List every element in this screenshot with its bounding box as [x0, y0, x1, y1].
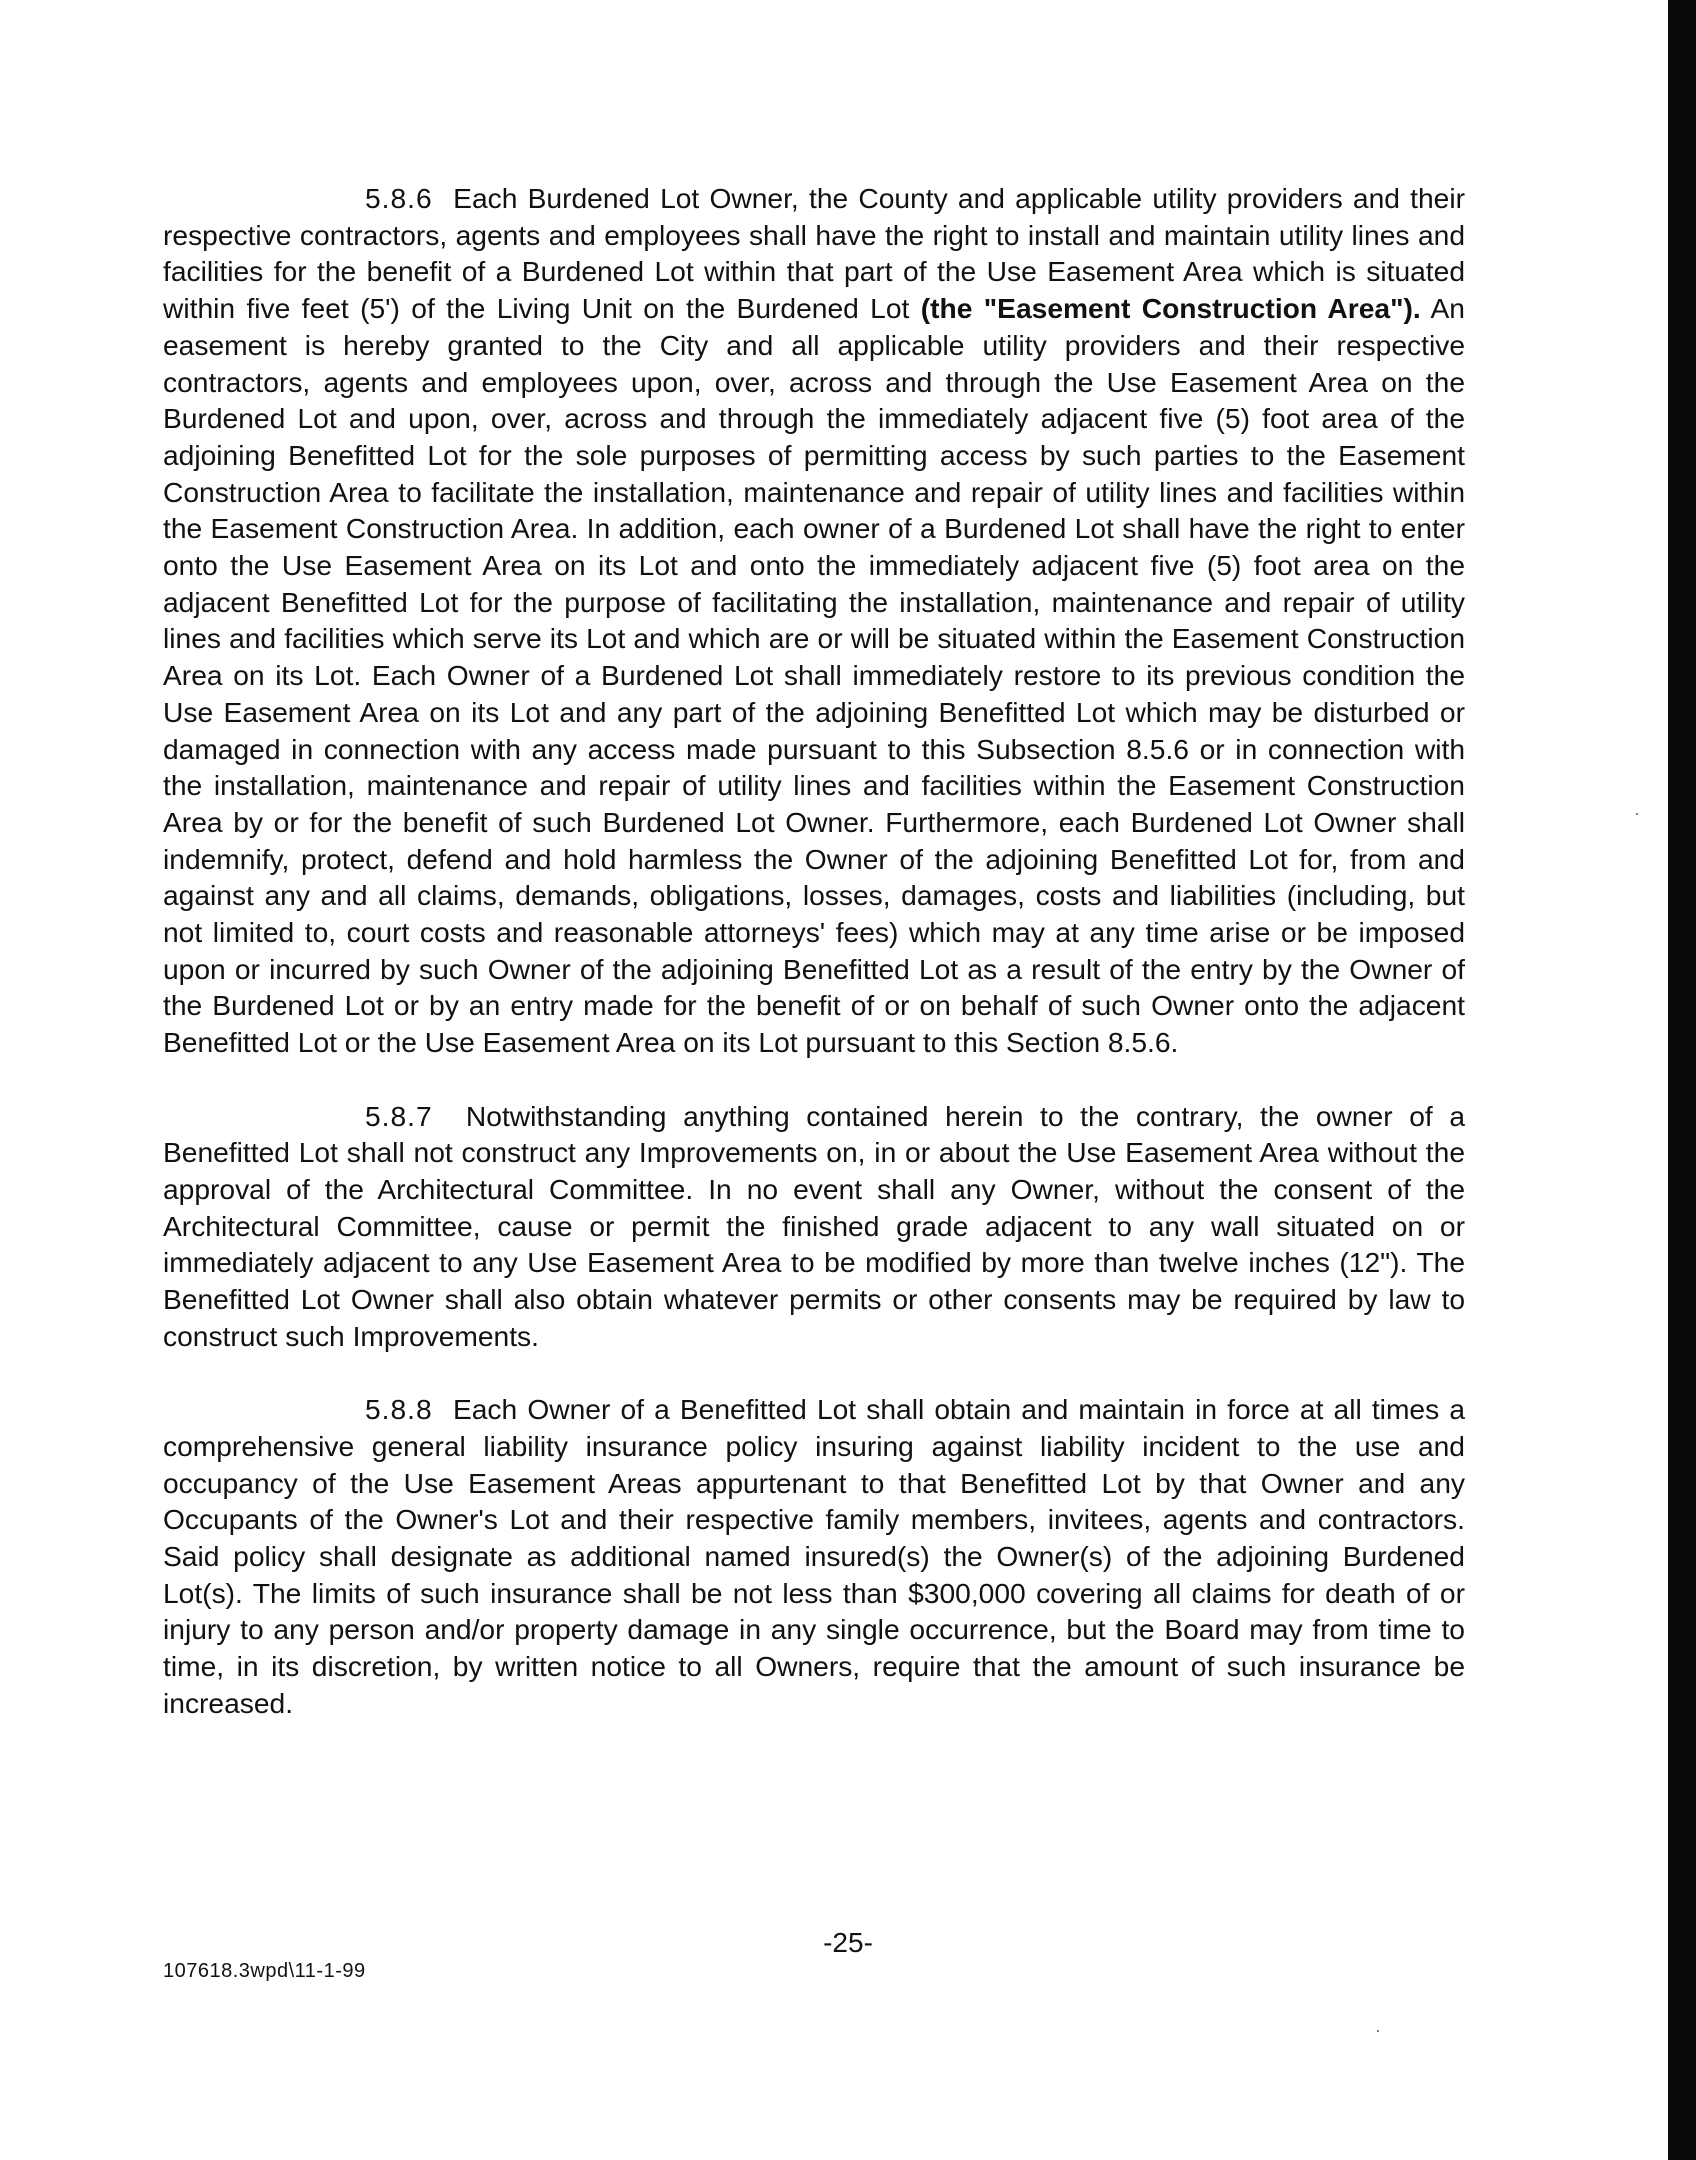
paragraph-5-8-6 — [163, 180, 1465, 1061]
document-body — [163, 180, 1465, 1722]
section-number: 5.8.8 — [365, 1393, 433, 1426]
paragraph-text: Notwithstanding anything contained herein to the contrary, the owner of a Benefitted Lot shall not construct any Improvements on, in or about the Use Easement Area without the approval of the Architectural Committee. In no event shall any Owner, without the consent of the Architectural Committee, cause or permit the finished grade adjacent to any wall situated on or immediately adjacent to any Use Easement Area to be modified by more than twelve inches (12"). The Benefitted Lot Owner shall also obtain whatever permits or other consents may be required by law to construct such Improvements. — [163, 1099, 1465, 1352]
scan-speck — [1636, 813, 1638, 815]
scan-speck — [1377, 2030, 1379, 2032]
section-number: 5.8.7 — [365, 1099, 433, 1132]
page-number: -25- — [823, 1927, 873, 1958]
paragraph-text: An easement is hereby granted to the City and all applicable utility providers and their respective contractors, agents and employees upon, over, across and through the Use Easement Area on the Burdened Lot and upon, over, across and through the immediately adjacent five (5) foot area of the adjoining Benefitted Lot for the sole purposes of permitting access by such parties to the Easement Construction Area to facilitate the installation, maintenance and repair of utility lines and facilities within the Easement Construction Area. In addition, each owner of a Burdened Lot shall have the right to enter onto the Use Easement Area on its Lot and onto the immediately adjacent five (5) foot area on the adjacent Benefitted Lot for the purpose of facilitating the installation, maintenance and repair of utility lines and facilities which serve its Lot and which are or will be situated within the Easement Construction Area on its Lot. Each Owner of a Burdened Lot shall immediately restore to its previous condition the Use Easement Area on its Lot and any part of the adjoining Benefitted Lot which may be disturbed or damaged in connection with any access made pursuant to this Subsection 8.5.6 or in connection with the installation, maintenance and repair of utility lines and facilities within the Easement Construction Area by or for the benefit of such Burdened Lot Owner. Furthermore, each Burdened Lot Owner shall indemnify, protect, defend and hold harmless the Owner of the adjoining Benefitted Lot for, from and against any and all claims, demands, obligations, losses, damages, costs and liabilities (including, but not limited to, court costs and reasonable attorneys' fees) which may at any time arise or be imposed upon or incurred by such Owner of the adjoining Benefitted Lot as a result of the entry by the Owner of the Burdened Lot or by an entry made for the benefit of or on behalf of such Owner onto the adjacent Benefitted Lot or the Use Easement Area on its Lot pursuant to this Section 8.5.6. — [163, 292, 1465, 1059]
paragraph-text: Each Owner of a Benefitted Lot shall obtain and maintain in force at all times a comprehensive general liability insurance policy insuring against liability incident to the use and occupancy of the Use Easement Areas appurtenant to that Benefitted Lot by that Owner and any Occupants of the Owner's Lot and their respective family members, invitees, agents and contractors. Said policy shall designate as additional named insured(s) the Owner(s) of the adjoining Burdened Lot(s). The limits of such insurance shall be not less than $300,000 covering all claims for death of or injury to any person and/or property damage in any single occurrence, but the Board may from time to time, in its discretion, by written notice to all Owners, require that the amount of such insurance be increased. — [163, 1393, 1465, 1719]
paragraph-5-8-7 — [163, 1098, 1465, 1355]
scan-edge-bar — [1668, 0, 1696, 2160]
paragraph-text: Each Burdened Lot Owner, the County and applicable utility providers and their respective contractors, agents and employees shall have the right to install and maintain utility lines and facilities for the benefit of a Burdened Lot within that part of the Use Easement Area which is situated within five feet (5') of the Living Unit on the Burdened Lot — [163, 182, 1465, 325]
defined-term: (the "Easement Construction Area"). — [920, 292, 1421, 325]
document-reference: 107618.3wpd\11-1-99 — [163, 1960, 366, 1982]
section-number: 5.8.6 — [365, 182, 433, 214]
paragraph-5-8-8 — [163, 1391, 1465, 1721]
